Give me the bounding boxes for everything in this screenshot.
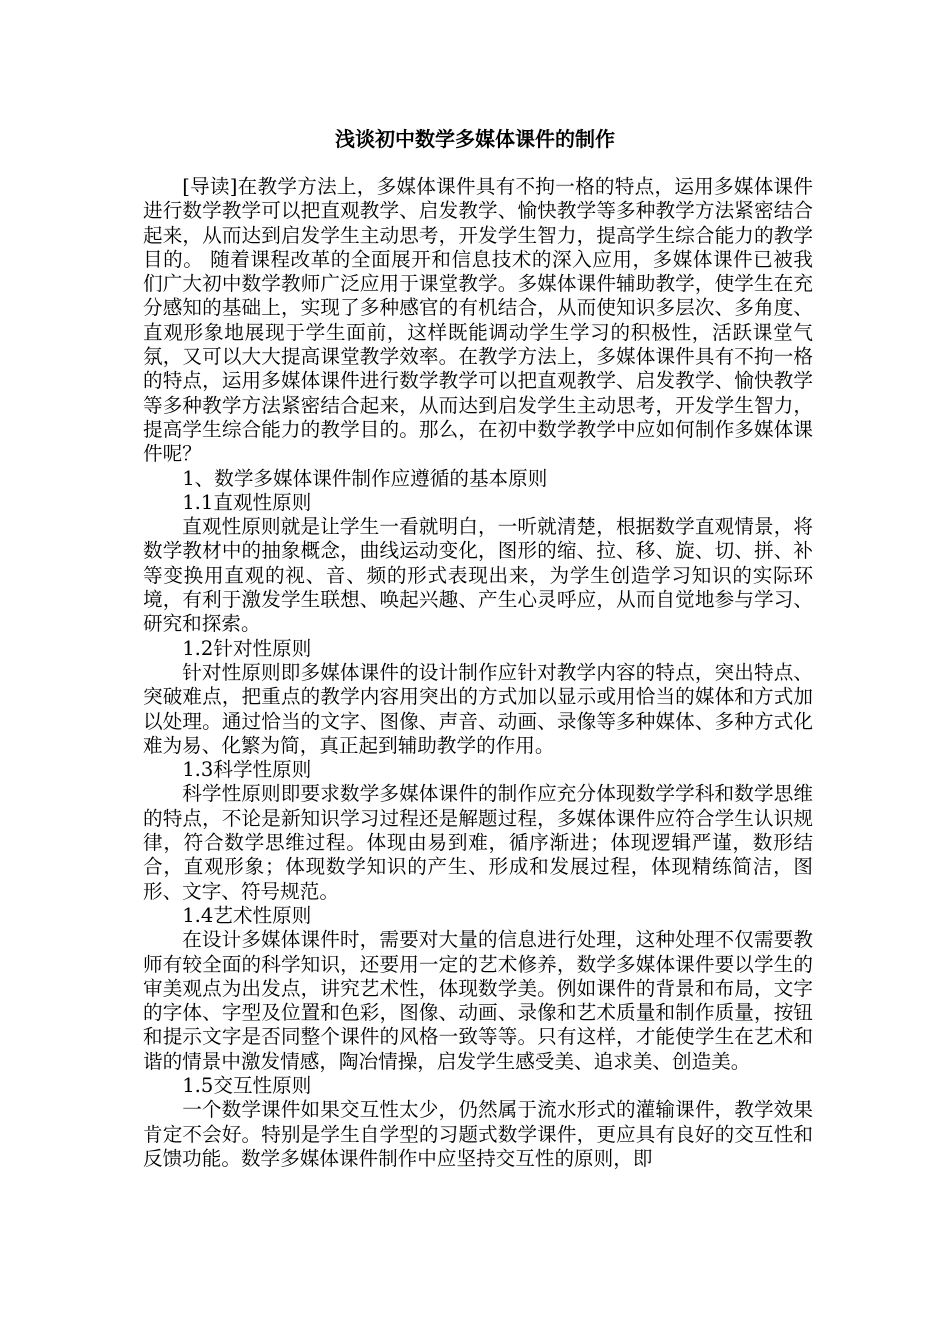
paragraph-1-4: 在设计多媒体课件时，需要对大量的信息进行处理，这种处理不仅需要教师有较全面的科学知识，还要用一定的艺术修养，数学多媒体课件要以学生的审美观点为出发点，讲究艺术性，体现数学美。例如课件的背景和布局，文字的字体、字型及位置和色彩，图像、动画、录像和艺术质量和制作质量，按钮和提示文字是否同整个课件的风格一致等等。只有这样，才能使学生在艺术和谐的情景中激发情感，陶冶情操，启发学生感受美、追求美、创造美。: [143, 928, 813, 1073]
section-heading-1: 1、数学多媒体课件制作应遵循的基本原则: [182, 466, 548, 490]
subsection-heading-1-4: 1.4艺术性原则: [182, 903, 312, 927]
subsection-heading-1-1: 1.1直观性原则: [182, 490, 312, 514]
subsection-heading-1-3: 1.3科学性原则: [182, 758, 312, 782]
intro-paragraph: [导读]在教学方法上，多媒体课件具有不拘一格的特点，运用多媒体课件进行数学教学可以把直观教学、启发教学、愉快教学等多种教学方法紧密结合起来，从而达到启发学生主动思考，开发学生智力，提高学生综合能力的教学目的。 随着课程改革的全面展开和信息技术的深入应用，多媒体课件已被我们广大初中数学教师广泛应用于课堂教学。多媒体课件辅助教学，使学生在充分感知的基础上，实现了多种感官的有机结合，从而使知识多层次、多角度、直观形象地展现于学生面前，这样既能调动学生学习的积极性，活跃课堂气氛，又可以大大提高课堂教学效率。在教学方法上，多媒体课件具有不拘一格的特点，运用多媒体课件进行数学教学可以把直观教学、启发教学、愉快教学等多种教学方法紧密结合起来，从而达到启发学生主动思考，开发学生智力，提高学生综合能力的教学目的。那么，在初中数学教学中应如何制作多媒体课件呢？: [143, 175, 813, 466]
paragraph-1-3: 科学性原则即要求数学多媒体课件的制作应充分体现数学学科和数学思维的特点，不论是新知识学习过程还是解题过程，多媒体课件应符合学生认识规律，符合数学思维过程。体现由易到难，循序渐进；体现逻辑严谨，数形结合，直观形象；体现数学知识的产生、形成和发展过程，体现精练简洁，图形、文字、符号规范。: [143, 782, 813, 903]
subsection-heading-1-2: 1.2针对性原则: [182, 636, 312, 660]
paragraph-1-2: 针对性原则即多媒体课件的设计制作应针对教学内容的特点，突出特点、突破难点，把重点的教学内容用突出的方式加以显示或用恰当的媒体和方式加以处理。通过恰当的文字、图像、声音、动画、录像等多种媒体、多种方式化难为易、化繁为简，真正起到辅助教学的作用。: [143, 660, 813, 757]
document-body: [143, 175, 813, 1171]
document-title: 浅谈初中数学多媒体课件的制作: [335, 127, 615, 151]
subsection-heading-1-5: 1.5交互性原则: [182, 1073, 312, 1097]
paragraph-1-5: 一个数学课件如果交互性太少，仍然属于流水形式的灌输课件，教学效果肯定不会好。特别是学生自学型的习题式数学课件，更应具有良好的交互性和反馈功能。数学多媒体课件制作中应坚持交互性的原则，即: [143, 1098, 813, 1170]
paragraph-1-1: 直观性原则就是让学生一看就明白，一听就清楚，根据数学直观情景，将数学教材中的抽象概念，曲线运动变化，图形的缩、拉、移、旋、切、拼、补等变换用直观的视、音、频的形式表现出来，为学生创造学习知识的实际环境，有利于激发学生联想、唤起兴趣、产生心灵呼应，从而自觉地参与学习、研究和探索。: [143, 515, 813, 636]
